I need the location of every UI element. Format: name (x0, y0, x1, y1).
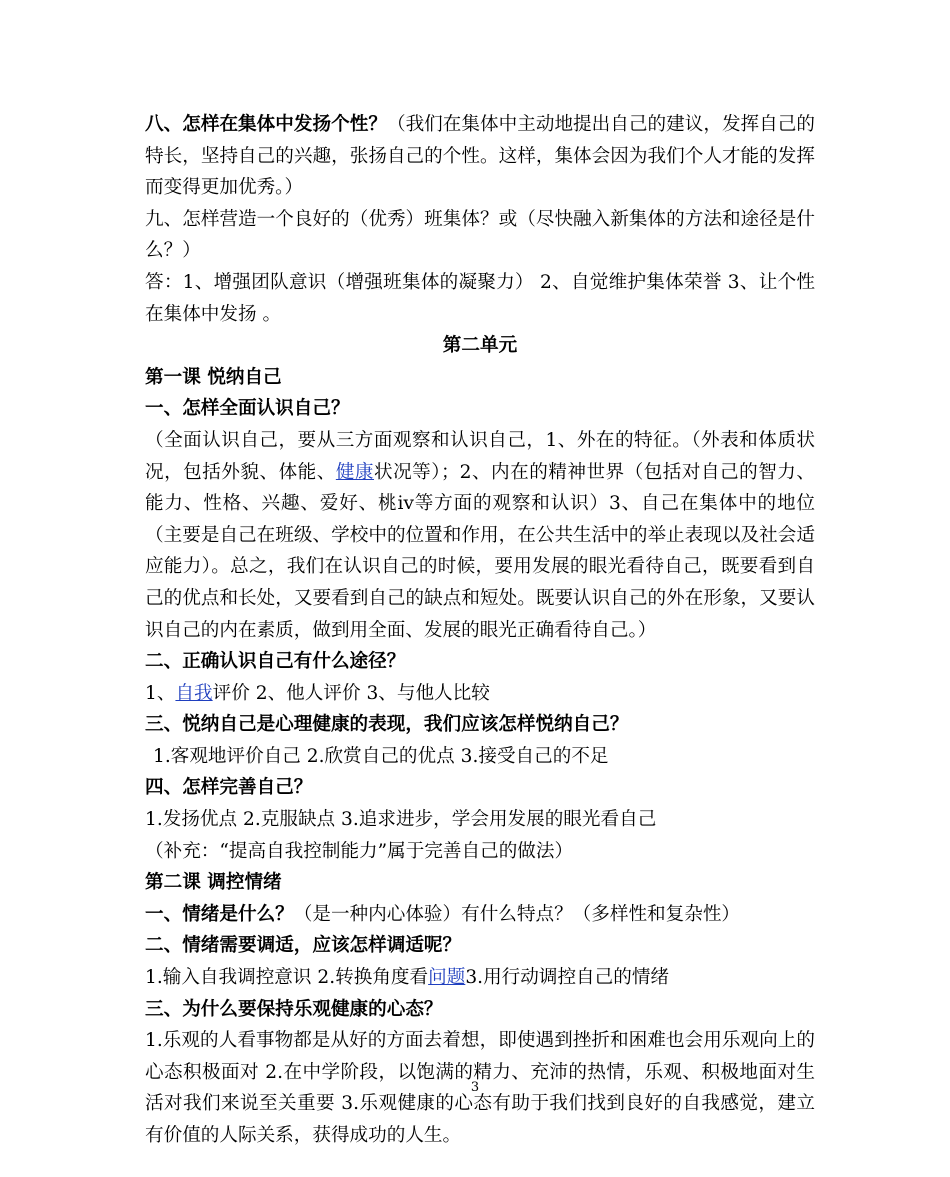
lesson-2-answer-2 (145, 962, 815, 994)
lesson-2-line-1 (145, 899, 815, 931)
lesson-1-answer-3: 1.客观地评价自己 2.欣赏自己的优点 3.接受自己的不足 (153, 745, 609, 767)
lesson-1-title: 第一课 悦纳自己 (145, 366, 282, 388)
document-body (145, 109, 815, 1152)
lesson-1-answer-2-rest: 评价 2、他人评价 3、与他人比较 (212, 682, 490, 704)
self-link[interactable]: 自我 (175, 682, 213, 704)
lesson-2-question-3: 三、为什么要保持乐观健康的心态？ (145, 998, 443, 1020)
page-number: 3 (470, 1080, 480, 1095)
lesson-2-question-2: 二、情绪需要调适，应该怎样调适呢？ (145, 935, 462, 957)
section-9-answer: 答：1、增强团队意识（增强班集体的凝聚力） 2、自觉维护集体荣誉 3、让个性在集体中发扬 。 (145, 271, 815, 325)
lesson-2-answer-2-text-b: 3.用行动调控自己的情绪 (465, 967, 670, 989)
section-8 (145, 109, 815, 204)
lesson-1-question-1: 一、怎样全面认识自己？ (145, 398, 350, 420)
lesson-2-question-1: 一、情绪是什么？ (145, 903, 294, 925)
lesson-1-answer-1-text-b: 状况等）；2、内在的精神世界（包括对自己的智力、能力、性格、兴趣、爱好、桃ⅳ等方面的观察和认识）3、自己在集体中的地位（主要是自己在班级、学校中的位置和作用，在公共生活中的举止表现以及社会适应能力）。总之，我们在认识自己的时候，要用发展的眼光看待自己，既要看到自己的优点和长处，又要看到自己的缺点和短处。既要认识自己的外在形象，又要认识自己的内在素质，做到用全面、发展的眼光正确看待自己。） (145, 461, 815, 641)
lesson-1-answer-2-prefix: 1、 (145, 682, 176, 704)
lesson-2-title: 第二课 调控情绪 (145, 872, 282, 894)
section-9-question: 九、怎样营造一个良好的（优秀）班集体？或（尽快融入新集体的方法和途径是什么？） (145, 208, 815, 262)
lesson-1-answer-1-text-a: （全面认识自己，要从三方面观察和认识自己，1、外在的特征。（外表和体质状况，包括外貌、体能、 (145, 429, 815, 483)
health-link[interactable]: 健康 (335, 461, 375, 483)
lesson-1-question-3: 三、悦纳自己是心理健康的表现，我们应该怎样悦纳自己？ (145, 714, 629, 736)
lesson-1-note: （补充：“提高自我控制能力”属于完善自己的做法） (145, 840, 574, 862)
lesson-2-answer-2-text-a: 1.输入自我调控意识 2.转换角度看 (145, 967, 429, 989)
section-8-question: 八、怎样在集体中发扬个性？ (145, 114, 387, 135)
lesson-1-question-2: 二、正确认识自己有什么途径？ (145, 651, 406, 673)
lesson-1-answer-4: 1.发扬优点 2.克服缺点 3.追求进步，学会用发展的眼光看自己 (145, 809, 657, 831)
lesson-2-answer-1: （是一种内心体验）有什么特点？（多样性和复杂性） (293, 903, 741, 925)
lesson-1-question-4: 四、怎样完善自己？ (145, 777, 313, 799)
lesson-1-answer-1 (145, 425, 815, 646)
lesson-1-answer-2 (145, 678, 815, 710)
problem-link[interactable]: 问题 (428, 967, 466, 989)
section-8-answer: （我们在集体中主动地提出自己的建议，发挥自己的特长，坚持自己的兴趣，张扬自己的个性。这样，集体会因为我们个人才能的发挥而变得更加优秀。） (145, 114, 815, 199)
lesson-2-answer-3: 1.乐观的人看事物都是从好的方面去着想，即使遇到挫折和困难也会用乐观向上的心态积极面对 2.在中学阶段，以饱满的精力、充沛的热情，乐观、积极地面对生活对我们来说至关重要 3.乐观健康的心态有助于我们找到良好的自我感觉，建立有价值的人际关系，获得成功的人生。 (145, 1030, 815, 1146)
unit-title: 第二单元 (442, 335, 518, 357)
